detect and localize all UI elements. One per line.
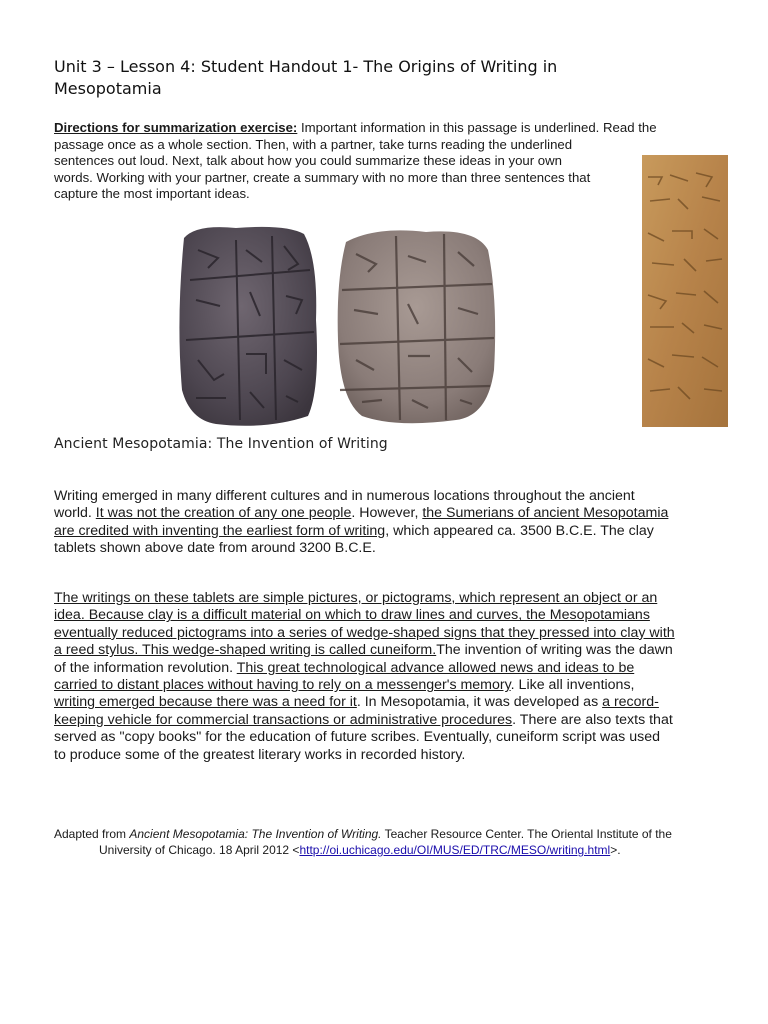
directions-text-1: Important information in this passage is underlined. Read the (297, 120, 657, 135)
underlined-text: It was not the creation of any one people (95, 505, 352, 522)
underlined-text: are credited with inventing the earliest form of writing (54, 522, 386, 539)
p2-line-9: served as "copy books" for the education of future scribes. Eventually, cuneiform script was used (54, 729, 660, 746)
paragraph-1: Writing emerged in many different cultures and in numerous locations throughout the ancient world. It was not the creation of any one people. However, the Sumerians of ancient Mesopotamia are credited with inventing the earliest form of writing, which appeared ca. 3500 B.C.E. The clay tablets shown above date from around 3200 B.C.E. (54, 488, 724, 558)
citation-work-title: Ancient Mesopotamia: The Invention of Writing. (129, 827, 382, 841)
underlined-text: eventually reduced pictograms into a series of wedge-shaped signs that they pressed into clay with (54, 624, 675, 641)
citation: Adapted from Ancient Mesopotamia: The Invention of Writing. Teacher Resource Center. The Oriental Institute of the University of Chicago. 18 April 2012 <http://oi.uchicago.edu/OI/MUS/ED/TRC/MESO/writing.html>. (54, 827, 672, 857)
source-link[interactable]: http://oi.uchicago.edu/OI/MUS/ED/TRC/MESO/writing.html (299, 843, 611, 857)
section-subtitle: Ancient Mesopotamia: The Invention of Writing (54, 436, 388, 452)
directions-text-3: sentences out loud. Next, talk about how you could summarize these ideas in your own (54, 153, 563, 168)
directions-text-2: passage once as a whole section. Then, with a partner, take turns reading the underlined (54, 136, 573, 152)
directions-text-4: words. Working with your partner, create a summary with no more than three sentences that (54, 169, 591, 185)
directions-block (54, 120, 657, 203)
directions-label: Directions for summarization exercise: (54, 120, 298, 135)
underlined-text: carried to distant places without having to rely on a messenger's memory (54, 677, 511, 694)
p1-line-4: tablets shown above date from around 3200 B.C.E. (54, 540, 376, 557)
clay-tablets-image (176, 220, 506, 430)
underlined-text: a reed stylus. This wedge-shaped writing is called cuneiform. (54, 642, 437, 659)
underlined-text: writing emerged because there was a need for it (54, 694, 357, 711)
underlined-text: keeping vehicle for commercial transactions or administrative procedures (54, 711, 513, 728)
underlined-text: The writings on these tablets are simple pictures, or pictograms, which represent an object or an (54, 590, 658, 606)
p2-line-10: to produce some of the greatest literary works in recorded history. (54, 746, 466, 763)
title-line-2: Mesopotamia (54, 79, 162, 98)
title-line-1: Unit 3 – Lesson 4: Student Handout 1- The Origins of Writing in (54, 57, 558, 76)
underlined-text: idea. Because clay is a difficult material on which to draw lines and curves, the Mesopotamians (54, 607, 650, 624)
p1-line-1: Writing emerged in many different cultures and in numerous locations throughout the ancient (54, 488, 635, 504)
cuneiform-detail-image (642, 155, 728, 427)
paragraph-2: The writings on these tablets are simple pictures, or pictograms, which represent an object or an idea. Because clay is a difficult material on which to draw lines and curves, the Mesopotamians eventually reduced pictograms into a series of wedge-shaped signs that they pressed into clay with a reed stylus. This wedge-shaped writing is called cuneiform.The invention of writing was the dawn of the information revolution. This great technological advance allowed news and ideas to be carried to distant places without having to rely on a messenger's memory. Like all inventions, writing emerged because there was a need for it. In Mesopotamia, it was developed as a record- keeping vehicle for commercial transactions or administrative procedures. There are also texts that served as "copy books" for the education of future scribes. Eventually, cuneiform script was used to produce some of the greatest literary works in recorded history. (54, 590, 724, 764)
underlined-text: This great technological advance allowed news and ideas to be (236, 659, 635, 676)
underlined-text: the Sumerians of ancient Mesopotamia (422, 505, 669, 522)
page-title (54, 56, 694, 100)
underlined-text: a record- (602, 694, 659, 711)
directions-text-5: capture the most important ideas. (54, 186, 250, 201)
